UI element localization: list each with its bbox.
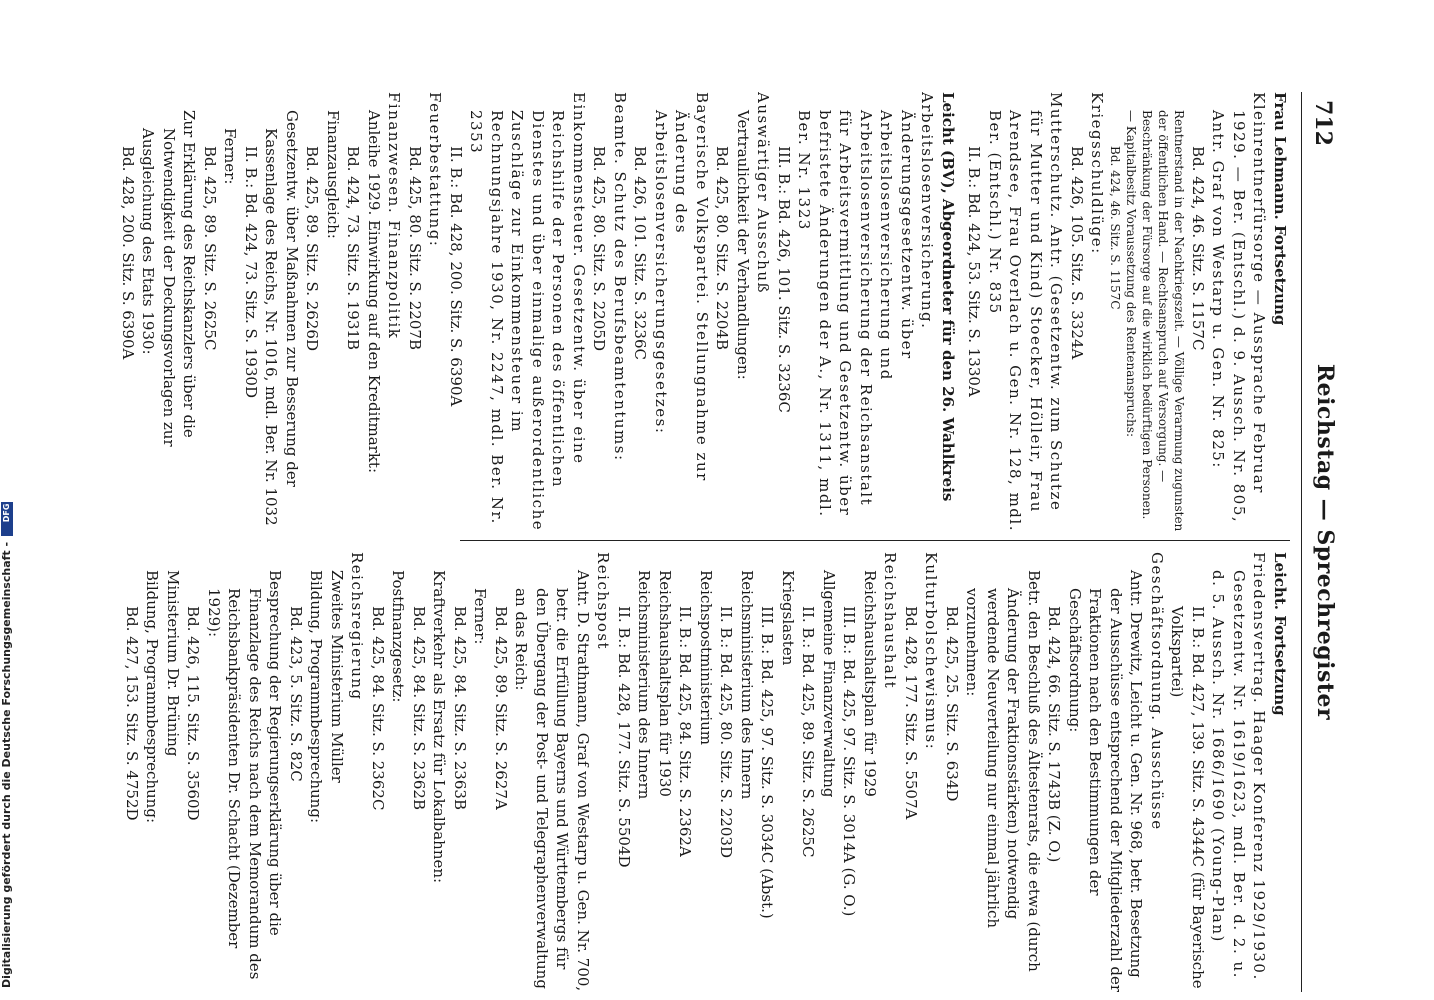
register-entry: Bd. 425, 80. Sitz. S. 2207B xyxy=(406,146,424,350)
register-entry: Reichshaushaltsplan für 1929 xyxy=(861,570,879,797)
register-entry: Kriegslasten xyxy=(779,570,797,666)
register-entry: Leicht. Fortsetzung xyxy=(1271,552,1289,716)
register-entry: II. B.: Bd. 428, 200. Sitz. S. 6390A xyxy=(447,146,465,407)
register-entry: Bd. 425, 84. Sitz. S. 2362C xyxy=(369,606,387,811)
register-entry: Friedensvertrag. Haager Konferenz 1929/1930. Gesetzentw. Nr. 1619/1623, mdl. Ber. d. 2. u. d. 5. Aussch. Nr. 1686/1690 (Young-Plan) xyxy=(1209,552,1269,981)
register-entry: Bd. 423, 5. Sitz. S. 82C xyxy=(287,606,305,782)
register-entry: Einkommensteuer. Gesetzentw. über eine Reichshilfe der Personen des öffentlichen Dienstes und über einmalige außerordentliche Zuschläge zur Einkommensteuer im Rechnungsjahre 1930, Nr. 2247, mdl. Ber. Nr. 2353 xyxy=(467,92,588,532)
column-divider xyxy=(460,540,1290,541)
register-entry: Bildung, Programmbesprechung: xyxy=(143,570,162,824)
register-entry: Beamte. Schutz des Berufsbeamtentums: xyxy=(611,92,629,462)
page-number: 712 xyxy=(1310,100,1336,146)
register-entry: Bd. 425, 80. Sitz. S. 2204B xyxy=(713,146,732,350)
register-entry: Bd. 426, 115. Sitz. S. 3560D xyxy=(184,606,203,821)
register-entry: Bd. 428, 200. Sitz. S. 6390A xyxy=(119,146,137,360)
register-entry: Finanzwesen. Finanzpolitik xyxy=(385,92,404,340)
register-entry: Ferner: xyxy=(471,588,490,645)
register-entry: II. B.: Bd. 424, 73. Sitz. S. 1930D xyxy=(242,146,260,398)
register-entry: Bd. 424, 66. Sitz. S. 1743B (Z. O.) xyxy=(1045,606,1064,863)
right-column xyxy=(106,552,1290,992)
register-entry: III. B.: Bd. 425, 97. Sitz. S. 3014A (G. O.) xyxy=(840,606,859,917)
register-entry: Feuerbestattung: xyxy=(426,92,445,248)
register-entry: Kriegsschuldlüge: xyxy=(1088,92,1107,255)
register-entry: Bd. 424, 46. Sitz. S. 1157C xyxy=(1108,146,1123,310)
register-entry: III. B.: Bd. 426, 101. Sitz. S. 3236C xyxy=(775,146,793,413)
digitization-note xyxy=(0,0,22,1000)
register-entry: Bayerische Volkspartei. Stellungnahme zur Änderung des Arbeitslosenversicherungsgesetzes: xyxy=(652,92,711,482)
register-entry: Gesetzentw. über Maßnahmen zur Besserung der Kassenlage des Reichs, Nr. 1016, mdl. Ber. Nr. 1032 xyxy=(262,110,301,526)
register-entry: Bd. 425, 89. Sitz. S. 2625C xyxy=(201,146,219,351)
register-entry: Mutterschutz. Antr. (Gesetzentw. zum Schutze für Mutter und Kind) Stoecker, Hölleir, Frau Arendsee, Frau Overlach u. Gen. Nr. 128, mdl. Ber. (Entschl.) Nr. 835 xyxy=(986,92,1066,532)
register-entry: Allgemeine Finanzverwaltung xyxy=(820,570,838,798)
register-entry: Ministerium Dr. Brüning xyxy=(164,570,182,757)
register-entry: Bd. 427, 153. Sitz. S. 4752D xyxy=(123,606,141,821)
register-entry: Reichshaushalt xyxy=(881,552,900,690)
register-entry: Betr. den Beschluß des Ältestenrats, die etwa (durch Änderung der Fraktionsstärken) notwendig werdende Neuverteilung nur einmal jährlich vorzunehmen: xyxy=(963,570,1043,972)
register-entry: Geschäftsordnung. Ausschüsse xyxy=(1148,552,1166,831)
register-entry: Bd. 425, 89. Sitz. S. 2626D xyxy=(303,146,322,351)
register-entry: Reichsministerium des Innern xyxy=(635,570,654,800)
register-entry: II. B.: Bd. 424, 53. Sitz. S. 1330A xyxy=(965,146,984,397)
register-entry: Kraftverkehr als Ersatz für Lokalbahnen: xyxy=(430,570,449,884)
register-entry: Reichsministerium des Innern xyxy=(738,570,756,800)
register-entry: Bd. 425, 89. Sitz. S. 2627A xyxy=(492,606,510,810)
register-entry: II. B.: Bd. 427, 139. Sitz. S. 4344C (für Bayerische Volkspartei) xyxy=(1168,606,1207,989)
register-entry: Bd. 426, 101. Sitz. S. 3236C xyxy=(631,146,650,360)
register-entry: Ferner: xyxy=(221,128,240,185)
register-page xyxy=(106,92,1342,992)
register-entry: Bd. 425, 25. Sitz. S. 634D xyxy=(943,606,961,802)
digitization-note-text: Digitalisierung gefördert durch die Deutsche Forschungsgemeinschaft - xyxy=(0,541,13,988)
left-column xyxy=(106,92,1290,532)
register-entry: Bildung, Programmbesprechung: xyxy=(307,570,326,824)
register-entry: Bd. 424, 46. Sitz. S. 1157C xyxy=(1189,146,1207,351)
register-entry: Antr. D. Strathmann, Graf von Westarp u. Gen. Nr. 700, betr. die Erfüllung Bayerns und Württembergs für den Übergang der Post- und Telegraphenverwaltung an das Reich: xyxy=(512,570,592,992)
register-entry: Reichsregierung xyxy=(348,552,367,701)
register-entry: Kleinrentnerfürsorge — Aussprache Februar 1929. — Ber. (Entschl.) d. 9. Aussch. Nr. 805, Antr. Graf von Westarp u. Gen. Nr. 825: xyxy=(1209,92,1269,524)
page-header xyxy=(1301,92,1342,992)
register-entry: III. B.: Bd. 425, 97. Sitz. S. 3034C (Abst.) xyxy=(758,606,777,919)
register-entry: II. B.: Bd. 425, 89. Sitz. S. 2625C xyxy=(799,606,818,858)
register-entry: Bd. 425, 84. Sitz. S. 2363B xyxy=(451,606,469,810)
register-entry: Postfinanzgesetz: xyxy=(389,570,408,703)
register-entry: Bd. 424, 73. Sitz. S. 1931B xyxy=(344,146,363,350)
register-entry: Bd. 426, 105. Sitz. S. 3324A xyxy=(1068,146,1086,360)
running-head: Reichstag — Sprechregister xyxy=(1312,363,1338,721)
register-entry: Reichshaushaltsplan für 1930 xyxy=(656,570,674,797)
register-entry: Rentnerstand in der Nachkriegszeit. — Völlige Verarmung zugunsten der öffentlichen Hand. — Rechtsanspruch auf Versorgung. — Beschränkung der Fürsorge auf die wirklich bedürftigen Personen. — Kapitalbesitz Voraussetzung des Rentenanspruchs: xyxy=(1124,110,1187,532)
dfg-logo-icon: DFG xyxy=(1,502,13,536)
register-entry: Reichspostministerium xyxy=(697,570,715,746)
register-entry: Bd. 425, 84. Sitz. S. 2362B xyxy=(410,606,428,810)
register-entry: Arbeitslosenversicherung. Änderungsgesetzentw. über Arbeitslosenversicherung und Arbeitslosenversicherung der Reichsanstalt für Arbeitsvermittlung und Gesetzentw. über befristete Änderungen der A., Nr. 1311, mdl. Ber. Nr. 1323 xyxy=(795,92,937,518)
register-entry: II. B.: Bd. 428, 177. Sitz. S. 5504D xyxy=(615,606,633,868)
register-entry: Frau Lehmann. Fortsetzung xyxy=(1271,92,1289,326)
register-entry: Zweites Ministerium Müller xyxy=(328,570,346,783)
register-entry: Finanzausgleich: xyxy=(324,110,342,239)
register-entry: II. B.: Bd. 425, 84. Sitz. S. 2362A xyxy=(676,606,695,857)
register-entry: Antr. Drewitz, Leicht u. Gen. Nr. 968, betr. Besetzung der Ausschüsse entsprechend der Mitgliederzahl der Fraktionen nach den Bestimmungen der Geschäftsordnung: xyxy=(1066,570,1146,992)
register-entry: II. B.: Bd. 425, 80. Sitz. S. 2203D xyxy=(717,606,736,858)
register-entry: Zur Erklärung des Reichskanzlers über die Notwendigkeit der Deckungsvorlagen zur Ausgleichung des Etats 1930: xyxy=(139,110,199,447)
register-entry: Anleihe 1929. Einwirkung auf den Kreditmarkt: xyxy=(365,110,383,473)
register-entry: Auswärtiger Ausschuß xyxy=(754,92,773,295)
register-entry: Bd. 428, 177. Sitz. S. 5507A xyxy=(902,606,920,820)
register-entry: Vertraulichkeit der Verhandlungen: xyxy=(734,110,752,380)
register-entry: Bd. 425, 80. Sitz. S. 2205D xyxy=(590,146,609,351)
register-entry: Kulturbolschewismus: xyxy=(922,552,941,751)
register-entry: Besprechung der Regierungserklärung über die Finanzlage des Reichs nach dem Memorandum des Reichsbankpräsidenten Dr. Schacht (Dezember 1929): xyxy=(205,570,285,980)
register-entry: Leicht (BV), Abgeordneter für den 26. Wahlkreis xyxy=(939,92,957,502)
register-entry: Reichspost xyxy=(594,552,613,651)
